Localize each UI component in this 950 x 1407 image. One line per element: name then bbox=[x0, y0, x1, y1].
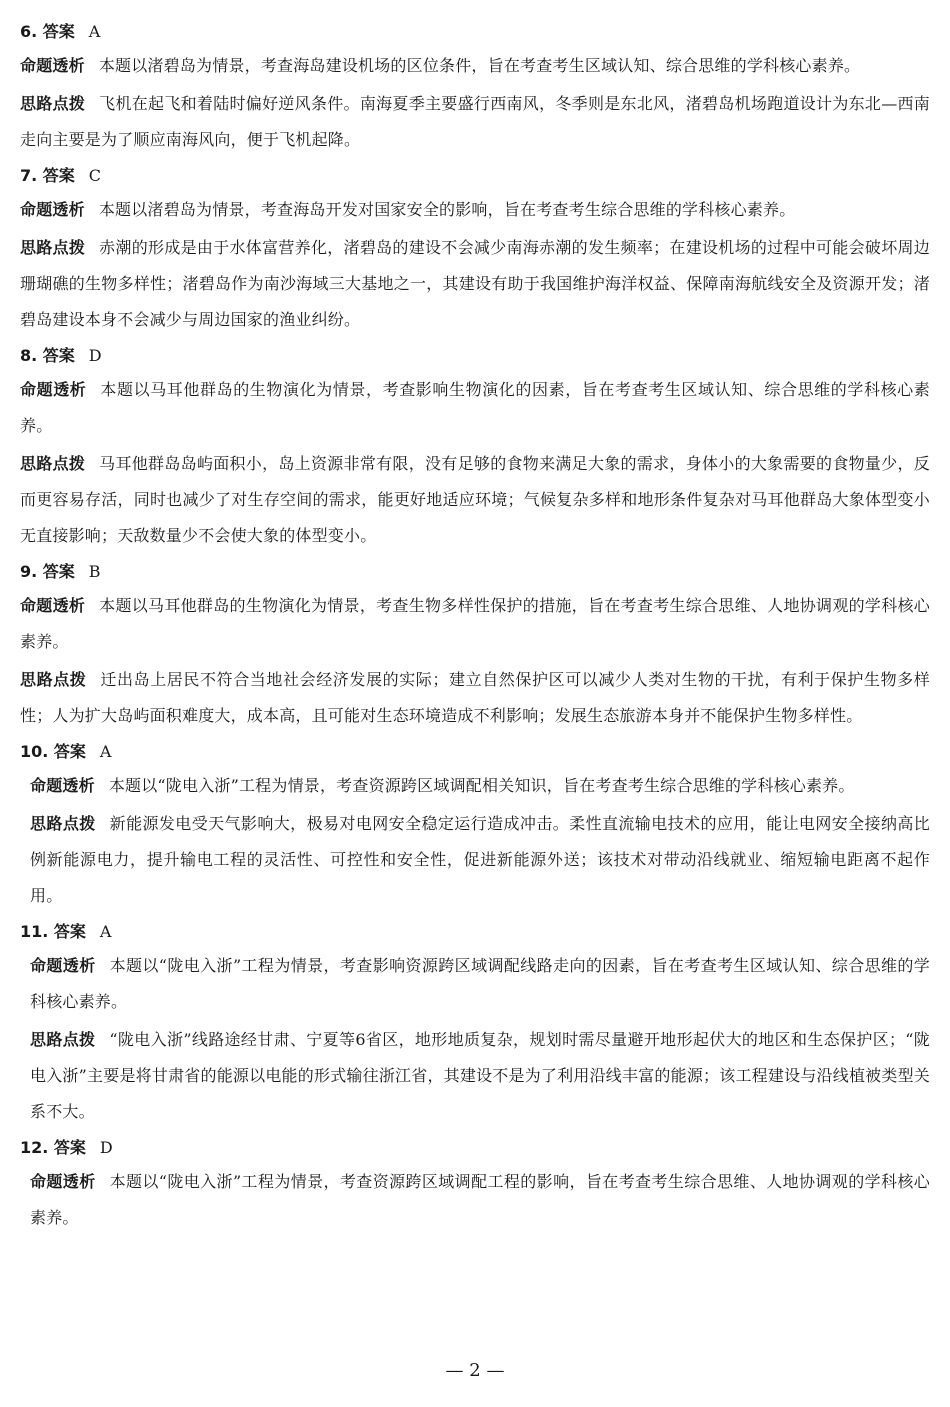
answer-letter: B bbox=[88, 562, 101, 581]
question-number: 6. 答案 bbox=[20, 22, 75, 41]
question-header bbox=[20, 18, 930, 46]
question-header bbox=[20, 918, 930, 946]
hint-text: 飞机在起飞和着陆时偏好逆风条件。南海夏季主要盛行西南风，冬季则是东北风，渚碧岛机场跑道设计为东北—西南走向主要是为了顺应南海风向，便于飞机起降。 bbox=[20, 94, 930, 149]
page-number: — 2 — bbox=[445, 1360, 505, 1381]
analysis-paragraph bbox=[20, 768, 930, 804]
question-header bbox=[20, 1134, 930, 1162]
question-12 bbox=[20, 1134, 930, 1236]
answer-letter: A bbox=[99, 742, 112, 761]
question-number: 9. 答案 bbox=[20, 562, 75, 581]
analysis-text: 本题以渚碧岛为情景，考查海岛建设机场的区位条件，旨在考查考生区域认知、综合思维的学科核心素养。 bbox=[98, 56, 861, 75]
hint-paragraph bbox=[20, 86, 930, 158]
analysis-paragraph bbox=[20, 192, 930, 228]
analysis-label: 命题透析 bbox=[30, 776, 95, 795]
hint-paragraph bbox=[20, 230, 930, 338]
hint-paragraph bbox=[20, 446, 930, 554]
hint-label: 思路点拨 bbox=[20, 94, 86, 113]
hint-label: 思路点拨 bbox=[20, 670, 87, 689]
analysis-paragraph bbox=[20, 1164, 930, 1236]
question-header bbox=[20, 558, 930, 586]
hint-label: 思路点拨 bbox=[20, 238, 86, 257]
hint-label: 思路点拨 bbox=[20, 454, 86, 473]
question-number: 10. 答案 bbox=[20, 742, 86, 761]
analysis-paragraph bbox=[20, 948, 930, 1020]
hint-text: “陇电入浙”线路途经甘肃、宁夏等6省区，地形地质复杂，规划时需尽量避开地形起伏大的地区和生态保护区；“陇电入浙”主要是将甘肃省的能源以电能的形式输往浙江省，其建设不是为了利用沿线丰富的能源；该工程建设与沿线植被类型关系不大。 bbox=[30, 1030, 930, 1121]
question-header bbox=[20, 342, 930, 370]
analysis-paragraph bbox=[20, 588, 930, 660]
analysis-text: 本题以“陇电入浙”工程为情景，考查资源跨区域调配工程的影响，旨在考查考生综合思维、人地协调观的学科核心素养。 bbox=[30, 1172, 930, 1227]
hint-paragraph bbox=[20, 662, 930, 734]
analysis-label: 命题透析 bbox=[30, 1172, 96, 1191]
analysis-paragraph bbox=[20, 372, 930, 444]
hint-text: 马耳他群岛岛屿面积小，岛上资源非常有限，没有足够的食物来满足大象的需求，身体小的大象需要的食物量少，反而更容易存活，同时也减少了对生存空间的需求，能更好地适应环境；气候复杂多样和地形条件复杂对马耳他群岛大象体型变小无直接影响；天敌数量少不会使大象的体型变小。 bbox=[20, 454, 930, 545]
hint-text: 新能源发电受天气影响大，极易对电网安全稳定运行造成冲击。柔性直流输电技术的应用，能让电网安全接纳高比例新能源电力，提升输电工程的灵活性、可控性和安全性，促进新能源外送；该技术对带动沿线就业、缩短输电距离不起作用。 bbox=[30, 814, 930, 905]
hint-paragraph bbox=[20, 1022, 930, 1130]
analysis-label: 命题透析 bbox=[20, 56, 85, 75]
question-7 bbox=[20, 162, 930, 338]
question-number: 11. 答案 bbox=[20, 922, 86, 941]
question-header bbox=[20, 738, 930, 766]
analysis-label: 命题透析 bbox=[20, 380, 87, 399]
analysis-text: 本题以“陇电入浙”工程为情景，考查影响资源跨区域调配线路走向的因素，旨在考查考生区域认知、综合思维的学科核心素养。 bbox=[30, 956, 930, 1011]
analysis-paragraph bbox=[20, 48, 930, 84]
analysis-text: 本题以马耳他群岛的生物演化为情景，考查生物多样性保护的措施，旨在考查考生综合思维、人地协调观的学科核心素养。 bbox=[20, 596, 930, 651]
question-number: 12. 答案 bbox=[20, 1138, 86, 1157]
analysis-text: 本题以马耳他群岛的生物演化为情景，考查影响生物演化的因素，旨在考查考生区域认知、综合思维的学科核心素养。 bbox=[20, 380, 930, 435]
analysis-label: 命题透析 bbox=[20, 596, 86, 615]
analysis-label: 命题透析 bbox=[20, 200, 85, 219]
answer-letter: A bbox=[99, 922, 112, 941]
question-number: 8. 答案 bbox=[20, 346, 75, 365]
hint-label: 思路点拨 bbox=[30, 814, 96, 833]
hint-text: 赤潮的形成是由于水体富营养化，渚碧岛的建设不会减少南海赤潮的发生频率；在建设机场的过程中可能会破坏周边珊瑚礁的生物多样性；渚碧岛作为南沙海域三大基地之一，其建设有助于我国维护海洋权益、保障南海航线安全及资源开发；渚碧岛建设本身不会减少与周边国家的渔业纠纷。 bbox=[20, 238, 930, 329]
question-number: 7. 答案 bbox=[20, 166, 75, 185]
answer-letter: C bbox=[88, 166, 102, 185]
question-10 bbox=[20, 738, 930, 914]
question-header bbox=[20, 162, 930, 190]
answer-letter: D bbox=[88, 346, 102, 365]
question-8 bbox=[20, 342, 930, 554]
analysis-text: 本题以渚碧岛为情景，考查海岛开发对国家安全的影响，旨在考查考生综合思维的学科核心素养。 bbox=[98, 200, 796, 219]
analysis-text: 本题以“陇电入浙”工程为情景，考查资源跨区域调配相关知识，旨在考查考生综合思维的学科核心素养。 bbox=[108, 776, 855, 795]
hint-label: 思路点拨 bbox=[30, 1030, 96, 1049]
question-11 bbox=[20, 918, 930, 1130]
question-6 bbox=[20, 18, 930, 158]
hint-paragraph bbox=[20, 806, 930, 914]
analysis-label: 命题透析 bbox=[30, 956, 96, 975]
answer-letter: D bbox=[99, 1138, 113, 1157]
hint-text: 迁出岛上居民不符合当地社会经济发展的实际；建立自然保护区可以减少人类对生物的干扰，有利于保护生物多样性；人为扩大岛屿面积难度大，成本高，且可能对生态环境造成不利影响；发展生态旅游本身并不能保护生物多样性。 bbox=[20, 670, 930, 725]
question-9 bbox=[20, 558, 930, 734]
answer-letter: A bbox=[88, 22, 101, 41]
